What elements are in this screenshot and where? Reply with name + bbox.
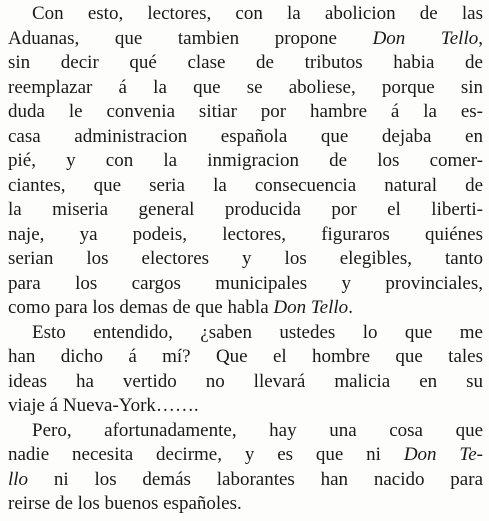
italic-name: Don Te- (403, 444, 483, 465)
italic-name: Don Tello (273, 297, 349, 318)
text-line: Esto entendido, ¿saben ustedes lo que me (32, 321, 483, 343)
text-line: reemplazar á la que se aboliese, porque sin (8, 76, 483, 98)
text-line: Aduanas, que tambien propone Don Tello, (8, 27, 483, 49)
text-line: ciantes, que seria la consecuencia natural de (8, 174, 483, 196)
text-line: nadie necesita decirme, y es que ni Don Te- (8, 444, 483, 465)
text-line: Con esto, lectores, con la abolicion de las (32, 3, 483, 24)
text-line: han dicho á mí? Que el hombre que tales (8, 346, 483, 367)
text-line: naje, ya podeis, lectores, figuraros quiénes (8, 223, 483, 245)
text-line: casa administracion española que dejaba en (8, 125, 483, 147)
text-line: serian los electores y los elegibles, tanto (8, 248, 483, 269)
text-line: Pero, afortunadamente, hay una cosa que (32, 419, 483, 441)
text-line: la miseria general producida por el liberti- (8, 199, 483, 220)
paragraph-3 (8, 419, 483, 517)
text-line: para los cargos municipales y provinciales, (8, 272, 483, 294)
text-line: viaje á Nueva-York……. (8, 395, 199, 416)
text-line: duda le convenia sitiar por hambre á la es- (8, 101, 483, 122)
text-line: ideas ha vertido no llevará malicia en su (8, 370, 483, 392)
paragraph-1 (8, 2, 483, 321)
text-line: reirse de los buenos españoles. (8, 493, 242, 514)
italic-name: Don Tello (372, 27, 479, 49)
text-line: como para los demas de que habla Don Tello. (8, 297, 353, 318)
paragraph-2 (8, 321, 483, 419)
text-line: llo ni los demás laborantes han nacido para (8, 468, 483, 490)
text-line: pié, y con la inmigracion de los comer- (8, 150, 483, 171)
text-line: sin decir qué clase de tributos habia de (8, 52, 483, 73)
italic-name: llo (8, 468, 29, 490)
